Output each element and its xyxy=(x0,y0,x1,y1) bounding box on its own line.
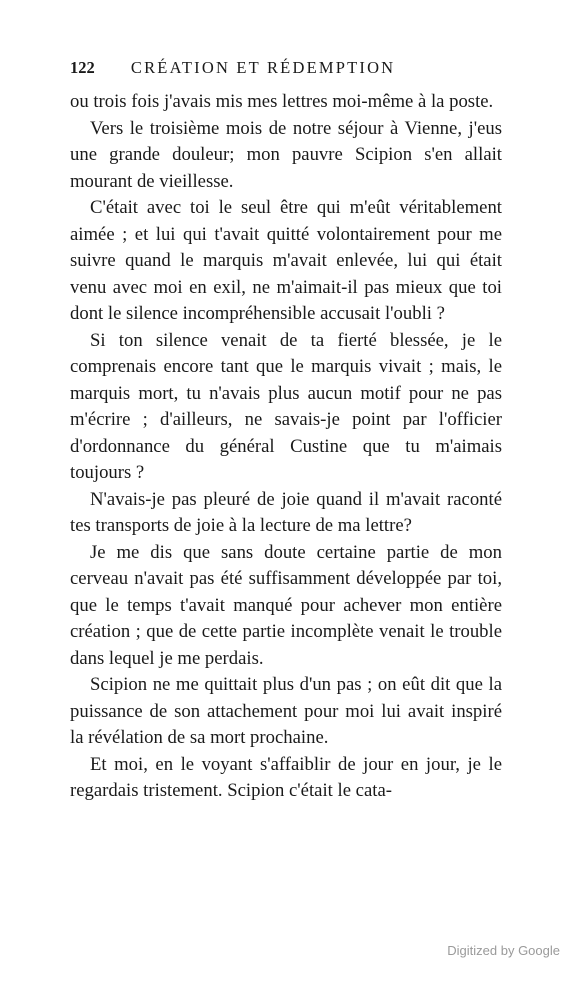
paragraph: N'avais-je pas pleuré de joie quand il m'avait raconté tes transports de joie à la lecture de ma lettre? xyxy=(70,488,502,536)
paragraph: Scipion ne me quittait plus d'un pas ; on eût dit que la puissance de son attachement pour moi lui avait inspiré la révélation de sa mort prochaine. xyxy=(70,674,502,748)
paragraph: Si ton silence venait de ta fierté blessée, je le comprenais encore tant que le marquis vivait ; mais, le marquis mort, tu n'avais plus aucun motif pour ne pas m'écrire ; d'ailleurs, ne savais-je point par l'officier d'ordonnance du général Custine que tu m'aimais toujours ? xyxy=(70,329,502,483)
paragraph: C'était avec toi le seul être qui m'eût véritablement aimée ; et lui qui t'avait quitté volontairement pour me suivre quand le marquis m'avait enlevée, lui qui était venu avec moi en exil, ne m'aimait-il pas mieux que toi dont le silence incompréhensible accusait l'oubli ? xyxy=(70,197,502,324)
body-text xyxy=(70,89,502,805)
running-header xyxy=(70,58,510,78)
page-number: 122 xyxy=(70,58,95,77)
paragraph: Je me dis que sans doute certaine partie de mon cerveau n'avait pas été suffisamment développée par toi, que le temps t'avait manqué pour achever mon entière création ; que de cette partie incomplète venait le trouble dans lequel je me perdais. xyxy=(70,541,502,669)
digitization-watermark: Digitized by Google xyxy=(447,943,560,958)
running-title: CRÉATION ET RÉDEMPTION xyxy=(130,58,396,77)
paragraph: ou trois fois j'avais mis mes lettres moi-même à la poste. xyxy=(70,91,494,112)
paragraph: Et moi, en le voyant s'affaiblir de jour en jour, je le regardais tristement. Scipion c'était le cata- xyxy=(70,753,502,801)
paragraph: Vers le troisième mois de notre séjour à Vienne, j'eus une grande douleur; mon pauvre Scipion s'en allait mourant de vieillesse. xyxy=(70,117,502,192)
